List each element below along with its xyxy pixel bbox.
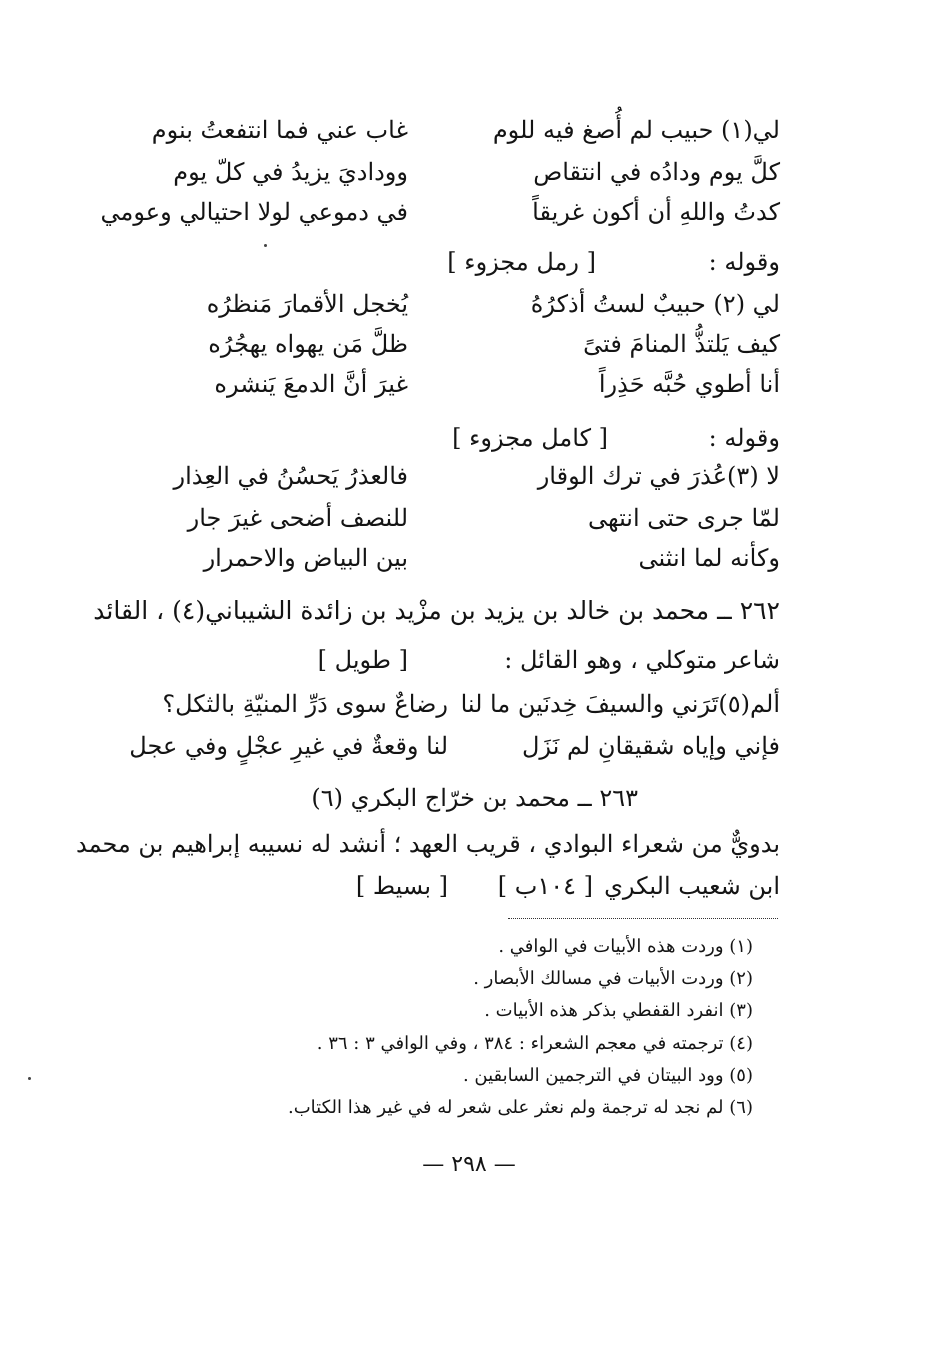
- verse-hemistich-right: كلَّ يوم ودادُه في انتقاص: [533, 158, 780, 186]
- verse-hemistich-left: ظلَّ مَن يهواه يهجُرُه: [208, 330, 408, 358]
- verse-hemistich-left: بين البياض والاحمرار: [203, 544, 408, 572]
- entry-text-line: بدويٌّ من شعراء البوادي ، قريب العهد ؛ أنشد له نسيبه إبراهيم بن محمد: [75, 830, 780, 858]
- verse-hemistich-right: لا (٣)عُذرَ في ترك الوقار: [537, 462, 780, 490]
- verse-hemistich-left: يُخجل الأقمارَ مَنظرُه: [206, 290, 408, 318]
- verse-hemistich-left: فالعذرُ يَحسُنُ في العِذار: [173, 462, 408, 490]
- footnote-separator: [508, 918, 778, 919]
- verse-hemistich-left: ووداديَ يزيدُ في كلّ يوم: [173, 158, 408, 186]
- verse-hemistich-right: كيف يَلتذُّ المنامَ فتىً: [583, 330, 780, 358]
- poem-intro: وقوله :: [708, 424, 780, 452]
- entry-heading: ٢٦٢ ــ محمد بن خالد بن يزيد بن مزْيد بن زائدة الشيباني(٤) ، القائد: [93, 596, 780, 625]
- verse-hemistich-left: غيرَ أنَّ الدمعَ يَنشره: [214, 370, 408, 398]
- verse-hemistich-left: رضاعٌ سوى دَرِّ المنيّةِ بالثكل؟: [162, 690, 448, 718]
- meter-label: [ بسيط ]: [355, 872, 448, 900]
- verse-hemistich-left: لنا وقعةٌ في غيرِ عجْلٍ وفي عجل: [129, 732, 448, 760]
- verse-hemistich-right: وكأنه لما انثنى: [638, 544, 780, 572]
- verse-hemistich-right: لمّا جرى حتى انتهى: [588, 504, 780, 532]
- entry-text-line: ابن شعيب البكري: [604, 872, 780, 900]
- folio-reference: [ ١٠٤ب ]: [497, 872, 593, 900]
- footnote: (٢) وردت الأبيات في مسالك الأبصار .: [473, 968, 753, 989]
- verse-hemistich-right: أنا أطوي حُبَّه حَذِراً: [598, 370, 780, 398]
- meter-label: [ رمل مجزوء ]: [447, 248, 596, 276]
- verse-hemistich-right: فإني وإياه شقيقانِ لم نَزَل: [521, 732, 780, 760]
- footnote: (٤) ترجمته في معجم الشعراء : ٣٨٤ ، وفي الوافي ٣ : ٣٦ .: [316, 1033, 753, 1054]
- footnote: (١) وردت هذه الأبيات في الوافي .: [498, 936, 753, 957]
- meter-label: [ كامل مجزوء ]: [452, 424, 608, 452]
- entry-heading: ٢٦٣ ــ محمد بن خرّاج البكري (٦): [311, 784, 638, 812]
- verse-hemistich-right: كدتُ واللهِ أن أكون غريقاً: [532, 198, 780, 226]
- verse-hemistich-left: في دموعي لولا احتيالي وعومي: [100, 198, 408, 226]
- meter-label: [ طويل ]: [317, 646, 408, 674]
- verse-hemistich-right: لي (٢) حبيبٌ لستُ أذكرُهُ: [530, 290, 780, 318]
- verse-hemistich-right: ألم(٥)تَرَني والسيفَ خِدنَين ما لنا: [460, 690, 780, 718]
- footnote: (٦) لم نجد له ترجمة ولم نعثر على شعر له في غير هذا الكتاب.: [288, 1097, 753, 1118]
- verse-hemistich-right: لي(١) حبيب لم أُصغ فيه للوم: [492, 116, 780, 144]
- scan-speck: [28, 1077, 31, 1080]
- footnote: (٣) انفرد القفطي بذكر هذه الأبيات .: [484, 1000, 753, 1021]
- poem-intro: وقوله :: [708, 248, 780, 276]
- page-number: — ٢٩٨ —: [422, 1152, 516, 1177]
- verse-hemistich-left: غاب عني فما انتفعتُ بنوم: [151, 116, 408, 144]
- verse-hemistich-left: للنصف أضحى غيرَ جار: [187, 504, 408, 532]
- footnote: (٥) وود البيتان في الترجمين السابقين .: [462, 1065, 753, 1086]
- scan-speck: [264, 244, 267, 247]
- entry-description: شاعر متوكلي ، وهو القائل :: [504, 646, 780, 674]
